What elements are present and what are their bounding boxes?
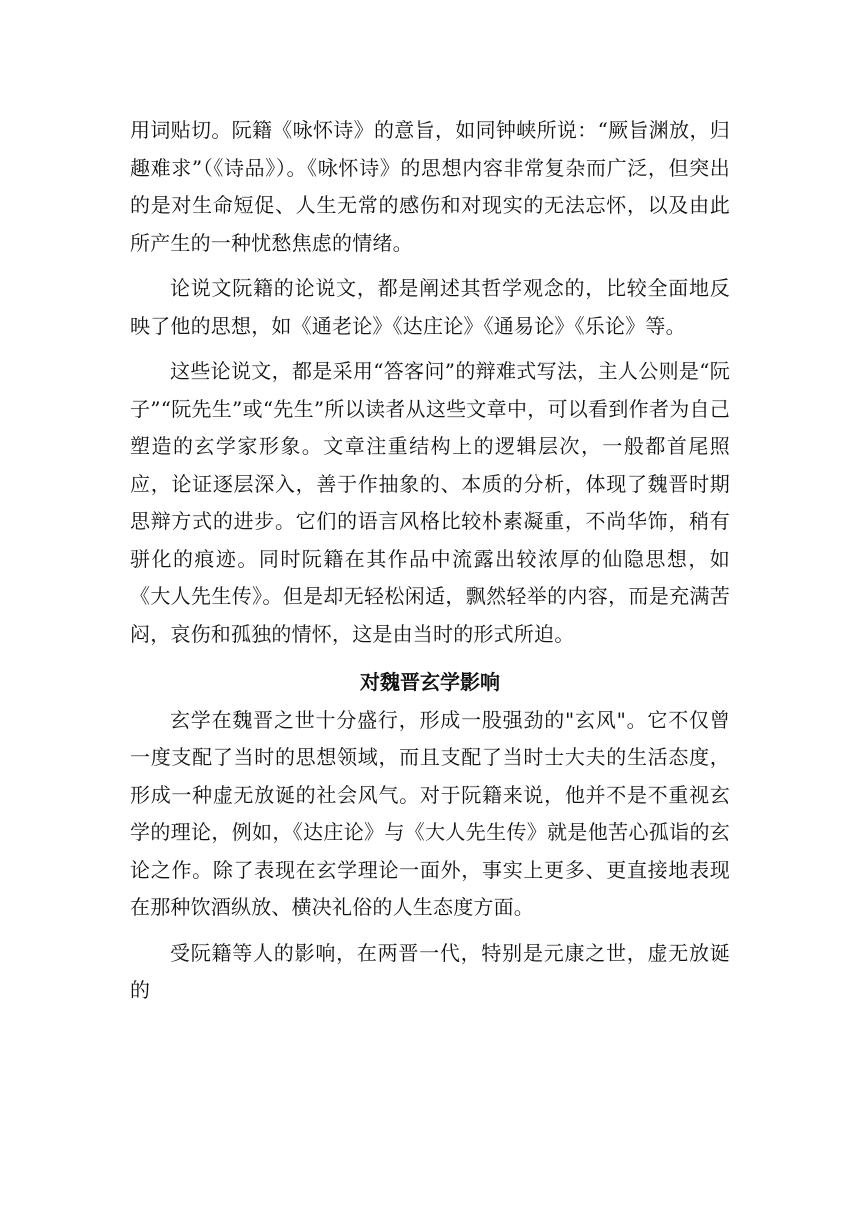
body-paragraph: 这些论说文，都是采用“答客问”的辩难式写法，主人公则是“阮子”“阮先生”或“先生”所以读者从这些文章中，可以看到作者为自己塑造的玄学家形象。文章注重结构上的逻辑层次，一般都首尾照应，论证逐层深入，善于作抽象的、本质的分析，体现了魏晋时期思辩方式的进步。它们的语言风格比较朴素凝重，不尚华饰，稍有骈化的痕迹。同时阮籍在其作品中流露出较浓厚的仙隐思想，如《大人先生传》。但是却无轻松闲适，飘然轻举的内容，而是充满苦闷，哀伤和孤独的情怀，这是由当时的形式所迫。 bbox=[130, 359, 730, 646]
body-paragraph: 论说文阮籍的论说文，都是阐述其哲学观念的，比较全面地反映了他的思想，如《通老论》《达庄论》《通易论》《乐论》等。 bbox=[130, 276, 730, 338]
body-paragraph: 用词贴切。阮籍《咏怀诗》的意旨，如同钟峡所说：“厥旨渊放，归趣难求”（《诗品》）。《咏怀诗》的思想内容非常复杂而广泛，但突出的是对生命短促、人生无常的感伤和对现实的无法忘怀，以及由此所产生的一种忧愁焦虑的情绪。 bbox=[130, 118, 730, 255]
document-page bbox=[130, 112, 730, 1010]
section-heading: 对魏晋玄学影响 bbox=[360, 670, 500, 694]
body-paragraph: 玄学在魏晋之世十分盛行，形成一股强劲的"玄风"。它不仅曾一度支配了当时的思想领域，而且支配了当时士大夫的生活态度，形成一种虚无放诞的社会风气。对于阮籍来说，他并不是不重视玄学的理论，例如，《达庄论》与《大人先生传》就是他苦心孤诣的玄论之作。除了表现在玄学理论一面外，事实上更多、更直接地表现在那种饮酒纵放、横决礼俗的人生态度方面。 bbox=[130, 707, 730, 919]
body-paragraph: 受阮籍等人的影响，在两晋一代，特别是元康之世，虚无放诞的 bbox=[130, 940, 730, 1002]
